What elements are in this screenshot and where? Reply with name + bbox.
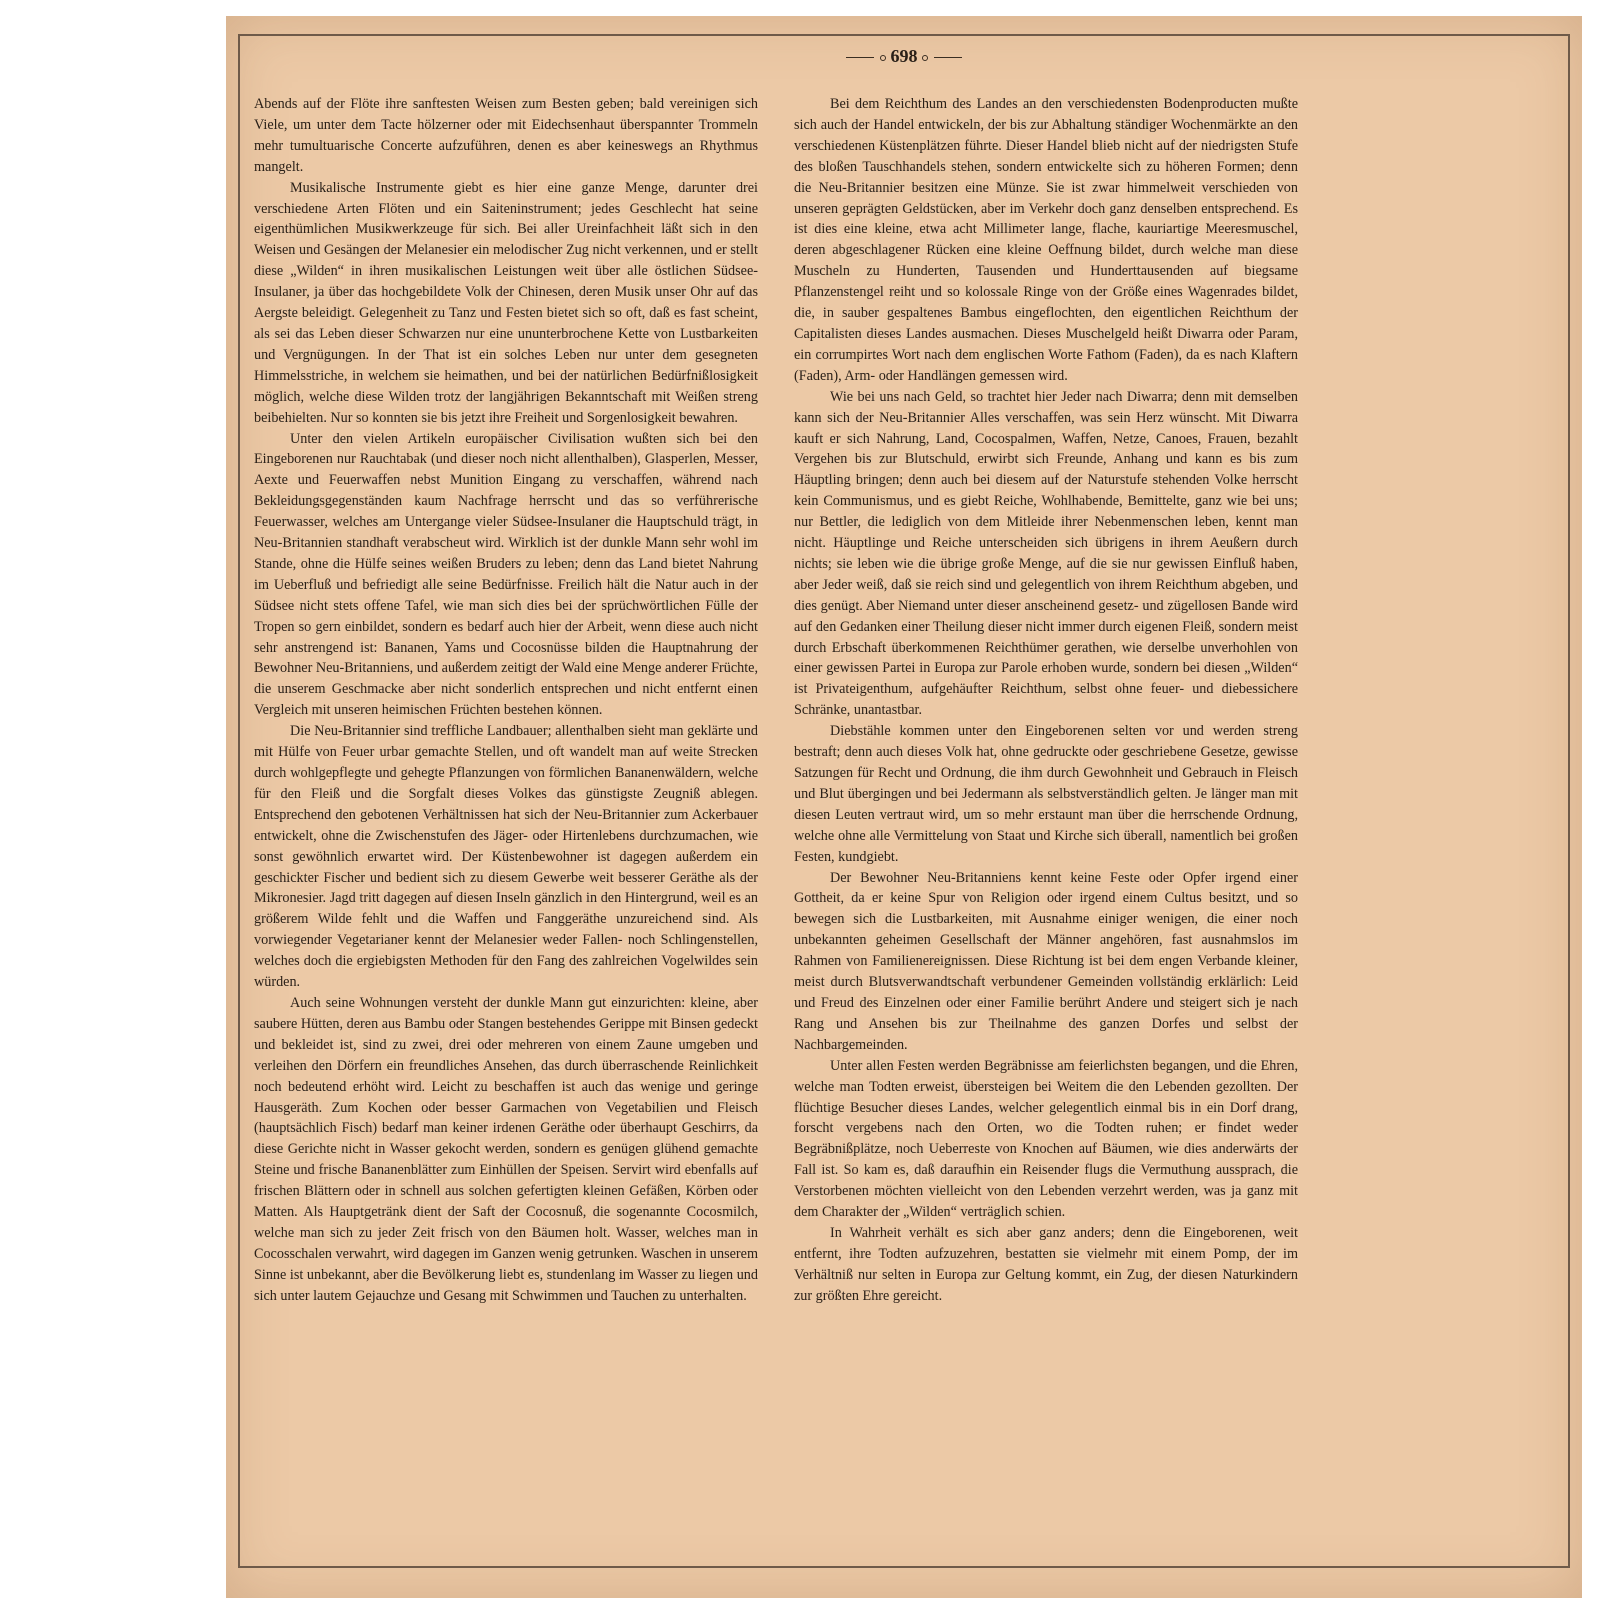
left-column (254, 94, 758, 1307)
header-rule-left (846, 57, 874, 58)
paragraph: Der Bewohner Neu-Britanniens kennt keine Feste oder Opfer irgend einer Gottheit, da er keine Spur von Religion oder irgend einem Cultus besitzt, und so bewegen sich die Lustbarkeiten, mit Ausnahme einiger wenigen, die einer noch unbekannten geheimen Gesellschaft der Männer angehören, fast ausnahmslos im Rahmen von Familienereignissen. Diese Richtung ist bei dem engen Verbande kleiner, meist durch Blutsverwandtschaft verbundener Gemeinden vollständig erklärlich: Leid und Freud des Einzelnen oder einer Familie berührt Andere und steigert sich je nach Rang und Ansehen bis zur Theilnahme des ganzen Dorfes und selbst der Nachbargemeinden. (794, 869, 1298, 1053)
paragraph: In Wahrheit verhält es sich aber ganz anders; denn die Eingeborenen, weit entfernt, ihre Todten aufzuzehren, bestatten sie vielmehr mit einem Pomp, der im Verhältniß nur selten in Europa zur Geltung kommt, ein Zug, der diesen Naturkindern zur größten Ehre gereicht. (794, 1224, 1298, 1304)
paragraph: Wie bei uns nach Geld, so trachtet hier Jeder nach Diwarra; denn mit demselben kann sich der Neu-Britannier Alles verschaffen, was sein Herz wünscht. Mit Diwarra kauft er sich Nahrung, Land, Cocospalmen, Waffen, Netze, Canoes, Frauen, bezahlt Vergehen bis zur Blutschuld, erwirbt sich Freunde, Anhang und kann es bis zum Häuptling bringen; denn auch bei diesem auf der Naturstufe stehenden Volke herrscht kein Communismus, und es giebt Reiche, Wohlhabende, Bemittelte, ganz wie bei uns; nur Bettler, die lediglich von dem Mitleide ihrer Nebenmenschen leben, kennt man nicht. Häuptlinge und Reiche unterscheiden sich übrigens in ihrem Aeußern durch nichts; sie leben wie die übrige große Menge, auf die sie nur gewissen Einfluß haben, aber Jeder weiß, daß sie reich sind und gelegentlich von ihrem Reichthum abgeben, und dies genügt. Aber Niemand unter dieser anscheinend gesetz- und zügellosen Bande wird auf den Gedanken einer Theilung dieser nicht immer durch eigenen Fleiß, sondern meist durch Erbschaft überkommenen Reichthümer gerathen, wie derselbe unverhohlen von einer gewissen Partei in Europa zur Parole erhoben wurde, sondern bei diesen „Wilden“ ist Privateigenthum, aufgehäufter Reichthum, selbst ohne feuer- und diebessichere Schränke, unantastbar. (794, 388, 1298, 719)
page-header (226, 46, 1582, 67)
paragraph: Unter den vielen Artikeln europäischer Civilisation wußten sich bei den Eingeborenen nur Rauchtabak (und dieser noch nicht allenthalben), Glasperlen, Messer, Aexte und Feuerwaffen nebst Munition Eingang zu verschaffen, während nach Bekleidungsgegenständen kaum Nachfrage herrscht und das so verführerische Feuerwasser, welches am Untergange vieler Südsee-Insulaner die Hauptschuld trägt, in Neu-Britannien standhaft verabscheut wird. Wirklich ist der dunkle Mann sehr wohl im Stande, ohne die Hülfe seines weißen Bruders zu leben; denn das Land bietet Nahrung im Ueberfluß und befriedigt alle seine Bedürfnisse. Freilich hält die Natur auch in der Südsee nicht stets offene Tafel, wie man sich dies bei der sprüchwörtlichen Fülle der Tropen so gern einbildet, sondern es bedarf auch hier der Arbeit, wenn diese auch nicht sehr anstrengend ist: Bananen, Yams und Cocosnüsse bilden die Hauptnahrung der Bewohner Neu-Britanniens, und außerdem zeitigt der Wald eine Menge anderer Früchte, die unserem Geschmacke aber nicht sonderlich entsprechen und nicht entfernt einen Vergleich mit unseren heimischen Früchten bestehen können. (254, 430, 758, 719)
paragraph: Abends auf der Flöte ihre sanftesten Weisen zum Besten geben; bald vereinigen sich Viele, um unter dem Tacte hölzerner oder mit Eidechsenhaut überspannter Trommeln mehr tumultuarische Concerte aufzuführen, denen es aber keineswegs an Rhythmus mangelt. (254, 96, 758, 175)
newspaper-page (226, 16, 1582, 1598)
paragraph: Die Neu-Britannier sind treffliche Landbauer; allenthalben sieht man geklärte und mit Hülfe von Feuer urbar gemachte Stellen, und oft wandelt man auf weite Strecken durch wohlgepflegte und gehegte Pflanzungen von förmlichen Bananenwäldern, welche für den Fleiß und die Sorgfalt dieses Volkes das günstigste Zeugniß ablegen. Entsprechend den gebotenen Verhältnissen hat sich der Neu-Britannier zum Ackerbauer entwickelt, ohne die Zwischenstufen des Jäger- oder Hirtenlebens durchzumachen, wie sonst gewöhnlich erwartet wird. Der Küstenbewohner ist dagegen außerdem ein geschickter Fischer und bedient sich zu diesem Gewerbe weit besserer Geräthe als der Mikronesier. Jagd tritt dagegen auf diesen Inseln gänzlich in den Hintergrund, weil es an größerem Wilde fehlt und die Waffen und Fanggeräthe unzureichend sind. Als vorwiegender Vegetarianer kennt der Melanesier weder Fallen- noch Schlingenstellen, welches doch die ergiebigsten Methoden für den Fang des zahlreichen Vogelwildes sein würden. (254, 723, 758, 991)
paragraph: Musikalische Instrumente giebt es hier eine ganze Menge, darunter drei verschiedene Arten Flöten und ein Saiteninstrument; jedes Geschlecht hat seine eigenthümlichen Musikwerkzeuge für sich. Bei aller Ureinfachheit läßt sich in den Weisen und Gesängen der Melanesier ein melodischer Zug nicht verkennen, und er stellt diese „Wilden“ in ihren musikalischen Leistungen weit über alle östlichen Südsee-Insulaner, ja über das hochgebildete Volk der Chinesen, deren Musik unser Ohr auf das Aergste beleidigt. Gelegenheit zu Tanz und Festen bietet sich so oft, daß es fast scheint, als sei das Leben dieser Schwarzen nur eine ununterbrochene Kette von Lustbarkeiten und Vergnügungen. In der That ist ein solches Leben nur unter dem gesegneten Himmelsstriche, in welchem sie heimathen, und bei der natürlichen Bedürfnißlosigkeit möglich, welche diese Wilden trotz der langjährigen Bekanntschaft mit Weißen streng beibehielten. Nur so konnten sie bis jetzt ihre Freiheit und Sorgenlosigkeit bewahren. (254, 179, 758, 426)
page-number: 698 (890, 46, 918, 66)
paragraph: Diebstähle kommen unter den Eingeborenen selten vor und werden streng bestraft; denn auch dieses Volk hat, ohne gedruckte oder geschriebene Gesetze, gewisse Satzungen für Recht und Ordnung, die ihm durch Gewohnheit und Gebrauch in Fleisch und Blut übergingen und bei Jedermann als selbstverständlich gelten. Je länger man mit diesen Leuten vertraut wird, um so mehr erstaunt man über die herrschende Ordnung, welche ohne alle Vermittelung von Staat und Kirche sich überall, namentlich bei großen Festen, kundgiebt. (794, 723, 1298, 865)
header-rule-right (934, 57, 962, 58)
paragraph: Unter allen Festen werden Begräbnisse am feierlichsten begangen, und die Ehren, welche man Todten erweist, übersteigen bei Weitem die den Lebenden gezollten. Der flüchtige Besucher dieses Landes, welcher gelegentlich einmal bis in ein Dorf drang, forscht vergebens nach den Orten, wo die Todten ruhen; er findet weder Begräbnißplätze, noch Ueberreste von Knochen auf Bäumen, wie dies anderwärts der Fall ist. So kam es, daß daraufhin ein Reisender flugs die Vermuthung aussprach, die Verstorbenen möchten vielleicht von den Lebenden verzehrt werden, was ja ganz mit dem Charakter der „Wilden“ verträglich schien. (794, 1057, 1298, 1221)
paragraph: Bei dem Reichthum des Landes an den verschiedensten Bodenproducten mußte sich auch der Handel entwickeln, der bis zur Abhaltung ständiger Wochenmärkte an den verschiedenen Küstenplätzen führte. Dieser Handel blieb nicht auf der niedrigsten Stufe des bloßen Tauschhandels stehen, sondern entwickelte sich zu höheren Formen; denn die Neu-Britannier besitzen eine Münze. Sie ist zwar himmelweit verschieden von unseren geprägten Geldstücken, aber im Verkehr doch ganz denselben entsprechend. Es ist dies eine kleine, etwa acht Millimeter lange, flache, kauriartige Meeresmuschel, deren abgeschlagener Rücken eine kleine Oeffnung bildet, durch welche man diese Muscheln zu Hunderten, Tausenden und Hunderttausenden auf biegsame Pflanzenstengel reiht und so kolossale Ringe von der Größe eines Wagenrades bildet, die, in sauber gespaltenes Bambus eingeflochten, den eigentlichen Reichthum der Capitalisten dieses Landes ausmachen. Dieses Muschelgeld heißt Diwarra oder Param, ein corrumpirtes Wort nach dem englischen Worte Fathom (Faden), da es nach Klaftern (Faden), Arm- oder Handlängen gemessen wird. (794, 96, 1298, 384)
header-ornament-right (922, 55, 928, 61)
paragraph: Auch seine Wohnungen versteht der dunkle Mann gut einzurichten: kleine, aber saubere Hütten, deren aus Bambu oder Stangen bestehendes Gerippe mit Binsen gedeckt und bekleidet ist, sind zu zwei, drei oder mehreren von einem Zaune umgeben und verleihen den Dörfern ein freundliches Ansehen, das durch überraschende Reinlichkeit noch bedeutend erhöht wird. Leicht zu beschaffen ist auch das wenige und geringe Hausgeräth. Zum Kochen oder besser Garmachen von Vegetabilien und Fleisch (hauptsächlich Fisch) bedarf man keiner irdenen Geräthe oder überhaupt Geschirrs, da diese Gerichte nicht in Wasser gekocht werden, sondern es genügen glühend gemachte Steine und frische Bananenblätter zum Einhüllen der Speisen. Servirt wird ebenfalls auf frischen Blättern oder in schnell aus solchen gefertigten kleinen Gefäßen, Körben oder Matten. Als Hauptgetränk dient der Saft der Cocosnuß, die sogenannte Cocosmilch, welche man sich zu jeder Zeit frisch von den Bäumen holt. Wasser, welches man in Cocosschalen verwahrt, wird dagegen im Ganzen wenig getrunken. Waschen in unserem Sinne ist unbekannt, aber die Bevölkerung liebt es, stundenlang im Wasser zu liegen und sich unter lautem Gejauchze und Gesang mit Schwimmen und Tauchen zu unterhalten. (254, 994, 758, 1304)
right-column (794, 94, 1298, 1307)
header-ornament-left (880, 55, 886, 61)
